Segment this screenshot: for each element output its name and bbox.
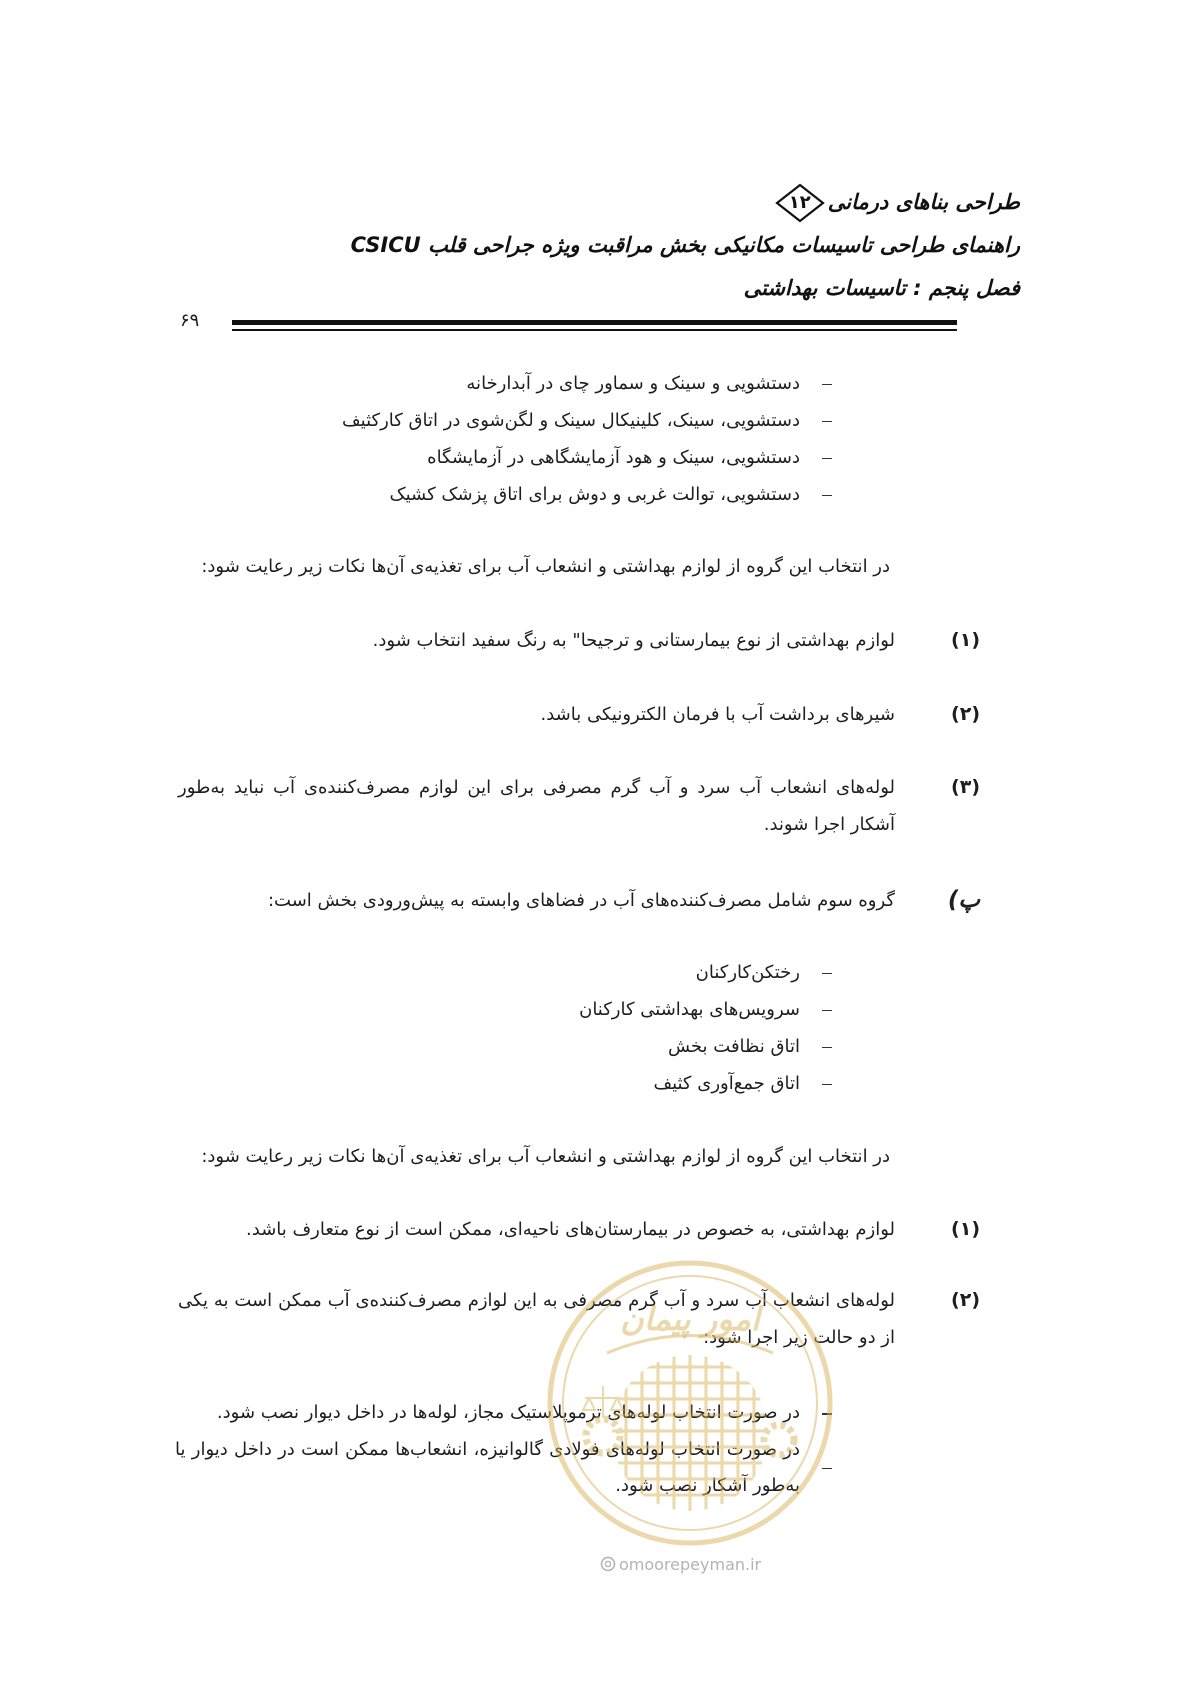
- guide-title: راهنمای طراحی تاسیسات مکانیکی بخش مراقبت ویژه جراحی قلب CSICU: [350, 233, 1020, 257]
- bullet-dash: [800, 954, 840, 991]
- note-text: لوازم بهداشتی از نوع بیمارستانی و ترجیحا" به رنگ سفید انتخاب شود.: [372, 630, 895, 651]
- bullet-dash: [800, 402, 840, 439]
- section-text: گروه سوم شامل مصرف‌کننده‌های آب در فضاهای وابسته به پیش‌ورودی بخش است:: [267, 890, 895, 911]
- book-title: طراحی بناهای درمانی: [827, 190, 1020, 214]
- list-item-text: اتاق نظافت بخش: [667, 1036, 800, 1057]
- note-number: (۱): [951, 1218, 980, 1240]
- intro-paragraph-1: در انتخاب این گروه از لوازم بهداشتی و انشعاب آب برای تغذیه‌ی آن‌ها نکات زیر رعایت شود:: [201, 556, 890, 577]
- note-text: لوله‌های انشعاب آب سرد و آب گرم مصرفی برای این لوازم مصرف‌کننده‌ی آب نباید به‌طور آشکار اجرا شوند.: [178, 777, 895, 835]
- header-rule-thick: [232, 320, 957, 325]
- watermark-logo-text: امور پیمان: [620, 1300, 760, 1338]
- page-number: ۶۹: [180, 310, 200, 331]
- note-text: لوازم بهداشتی، به خصوص در بیمارستان‌های ناحیه‌ای، ممکن است از نوع متعارف باشد.: [246, 1219, 895, 1240]
- note-text: لوله‌های انشعاب آب سرد و آب گرم مصرفی به این لوازم مصرف‌کننده‌ی آب ممکن است به یکی از دو حالت زیر اجرا شود:: [178, 1290, 895, 1348]
- list-item-text: دستشویی، توالت غربی و دوش برای اتاق پزشک کشیک: [389, 484, 800, 505]
- list-item: [175, 439, 840, 476]
- running-header: [200, 181, 1020, 310]
- list-item-text: دستشویی، سینک و هود آزمایشگاهی در آزمایشگاه: [427, 447, 800, 468]
- list-item-text: سرویس‌های بهداشتی کارکنان: [579, 999, 800, 1020]
- watermark-url: [600, 1553, 761, 1575]
- list-item-text: در صورت انتخاب لوله‌های ترموپلاستیک مجاز، لوله‌ها در داخل دیوار نصب شود.: [216, 1402, 800, 1423]
- scale-icon: [583, 1386, 623, 1418]
- bullet-dash: [800, 439, 840, 476]
- watermark-logo: [545, 1258, 835, 1548]
- section-label: پ): [947, 887, 980, 913]
- note-number: (۱): [951, 629, 980, 651]
- list-item-text: رختکن‌کارکنان: [695, 962, 800, 983]
- gear-icon: [764, 1425, 794, 1455]
- numbered-note: [178, 622, 980, 659]
- list-item: [175, 402, 840, 439]
- note-number: (۲): [951, 703, 980, 725]
- volume-number: ۱۲: [788, 192, 811, 213]
- numbered-note: [178, 769, 980, 843]
- bullet-dash: [800, 1065, 840, 1102]
- numbered-note: [178, 1211, 980, 1248]
- list-item: [175, 991, 840, 1028]
- bullet-dash: [800, 476, 840, 513]
- bullet-dash: [800, 365, 840, 402]
- watermark-grid: [605, 1353, 775, 1518]
- list-item: [175, 476, 840, 513]
- list-item-text: دستشویی، سینک، کلینیکال سینک و لگن‌شوی در اتاق کارکثیف: [342, 410, 800, 431]
- bullet-dash: [800, 991, 840, 1028]
- book-title-line: [200, 181, 1020, 224]
- space-list: [175, 954, 840, 1102]
- globe-icon: [600, 1556, 616, 1572]
- intro-paragraph-2: در انتخاب این گروه از لوازم بهداشتی و انشعاب آب برای تغذیه‌ی آن‌ها نکات زیر رعایت شود:: [201, 1146, 890, 1167]
- numbered-note: [178, 696, 980, 733]
- list-item: [175, 1028, 840, 1065]
- fixture-list-1: [175, 365, 840, 513]
- watermark-url-text: omoorepeyman.ir: [619, 1554, 762, 1574]
- section-pe: [178, 882, 980, 919]
- list-item-text: اتاق جمع‌آوری کثیف: [653, 1073, 800, 1094]
- volume-badge: [775, 183, 825, 223]
- chapter-title: فصل پنجم : تاسیسات بهداشتی: [743, 276, 1020, 300]
- bullet-dash: [800, 1028, 840, 1065]
- note-text: شیرهای برداشت آب با فرمان الکترونیکی باشد.: [540, 704, 895, 725]
- list-item-text: دستشویی و سینک و سماور چای در آبدارخانه: [466, 373, 800, 394]
- banner-ribbon: [607, 1336, 773, 1354]
- note-number: (۲): [951, 1289, 980, 1311]
- list-item: [175, 954, 840, 991]
- note-number: (۳): [951, 776, 980, 798]
- list-item-text: در صورت انتخاب لوله‌های فولادی گالوانیزه، انشعاب‌ها ممکن است در داخل دیوار یا به‌طور آشکار نصب شود.: [175, 1438, 800, 1496]
- list-item: [175, 365, 840, 402]
- gear-icon: [586, 1419, 620, 1453]
- list-item: [175, 1065, 840, 1102]
- header-rule-thin: [232, 329, 957, 331]
